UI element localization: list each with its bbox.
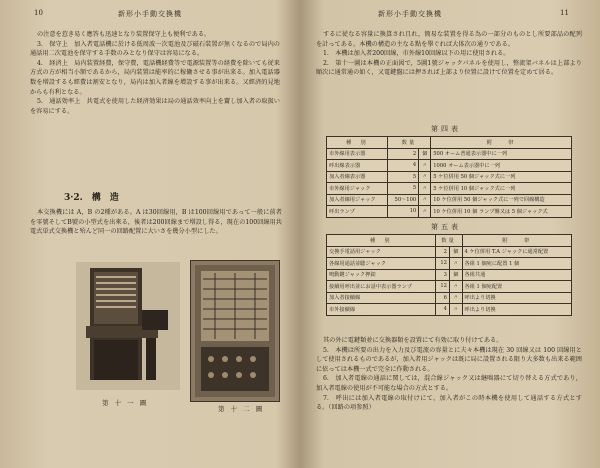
left-body-paragraph: 本交換機には A，B の2種がある。A は30回線用，B は100回線用であって一般に前者を零號そしてB號の小型式を出來る，後者は200回線まで増設し得る，現在の100回線用共電式単式交換機と殆んど同一の回路配置に大いさを幾分小型にした。: [30, 209, 282, 236]
figure-11-photo: [76, 262, 180, 390]
left-body-text: [30, 30, 280, 116]
equipment-rack-illustration: [191, 261, 279, 401]
table-row: 加入者接續線 6 〃 呼出より切換: [327, 292, 572, 304]
switchboard-illustration: [76, 262, 180, 390]
table-row: 接續用呼出並にお話中表示器ランプ 12 〃 各組 1 個宛配置: [327, 281, 572, 293]
left-running-head: 新形小手動交換機: [118, 10, 182, 18]
table-row: 各線用通話並聴ジャック 12 〃 各組 1 個宛に配置 1 個: [327, 258, 572, 270]
section-title: 3·2. 構 造: [64, 193, 119, 203]
right-intro-text: するに従なる容量に換算され且れ，簡易な装置を得る為の一部分のものとし所要部品の配列を計ってある。本機の構造の主なる點を擧ぐれば大体次の通りである。 1. 本機は加入者200回線，市外線10回線以下の用に使用される。 2. 第十一圖は本機の正面図で，5圖1號ジャックパネルを使用し，整流架バネルは上部より順次に通常通の如く，又電鍵盤には押されば上部より位置に設けて位置を定めて居る。: [316, 31, 582, 77]
right-page-number: 11: [560, 9, 569, 17]
left-page-number: 10: [34, 9, 43, 17]
table-header-row: 種 別 数量 附 帯: [327, 235, 572, 247]
table-row: 交換手電話用ジャック 2 個 4 ケ位併用 T.A ジャックに通常配置: [327, 246, 572, 258]
table-5-title: 第五表: [431, 223, 461, 231]
table-header-row: 種 別 数量 附 帯: [327, 137, 572, 149]
left-paragraph: 5. 通話効率上 共電式を使用した経済効果は局の通話效率向上を齎し加入者の取扱いを容易にする。: [30, 98, 280, 115]
left-paragraph: 4. 経済上 局内装置経費，保守費，電話機経費等で電源装置等の経費を除いても従来方式の方が相当小額であるから，局内装置は能率的に稼働させる事が出来る。加入電話器数を増設するも經費は割安となり，局内は加入者線を增設する事が出来る。又經済的見地からも有利となる。: [30, 59, 280, 96]
table-row: 呼出ランプ 10 〃 10 ケ位併用 10 個 ランプ盤又は 5 個ジャック式: [327, 206, 572, 218]
table-row: 市外接續線 4 〃 呼出より切換: [327, 304, 572, 316]
table-row: 呼出線表示器 4 〃 1000 オーム表示器中に一列: [327, 160, 572, 172]
left-paragraph: 3. 保守上 加入者電話機に於ける低周波一次電池及び磁石装置が無くなるので局内の通話用二次電池を保守する手数のみとなり保守は容易になる。: [30, 40, 280, 58]
figure-12-photo: [190, 260, 280, 402]
right-point: 2. 第十一圖は本機の正面図で，5圖1號ジャックパネルを使用し，整流架バネルは上部より順次に通常通の如く，又電鍵盤には押されば上部より位置に設けて位置を定めて居る。: [316, 59, 582, 77]
figure-11-caption: 第 十 一 圖: [102, 399, 149, 407]
right-running-head: 新形小手動交換機: [378, 10, 442, 18]
right-closing-text: 其の外に電鍵類並に交換器類を設置にて有効に取り付けてある。 5. 本機は所要の出力を入力及び電流の容量とに夫々本機は現在 30 回線又は 100 回線用として使用されるものであるが，加入者用ジャックは既に局に設置される限り大多数も出来る範囲に依っては本機一式で完全に作動される。 6. 加入者電線の通話に関しては，混合線ジャック又は継鳴器にて切り替える方式であり，加入者電線の使用が不可能な場合の方式とする。 7. 呼出には加入者電線の取付けにて，加入者がこの時本機を使用して通話する方式とする。（回路の項参照）: [316, 337, 582, 412]
figure-12-caption: 第 十 二 圖: [218, 405, 265, 413]
table-4-title: 第四表: [431, 125, 461, 133]
table-4: [326, 136, 572, 218]
table-row: 加入者線用ジャック 50～100 〃 10 ケ位併用 50 個ジャック式に一列で回線構造: [327, 194, 572, 206]
right-page: [302, 0, 600, 468]
table-row: 市外線用表示器 2 個 500 オーム普通表示器中に一列: [327, 148, 572, 160]
right-point: 1. 本機は加入者200回線，市外線10回線以下の用に使用される。: [323, 50, 510, 58]
left-paragraph: の注意を惹き易く應答も迅速となり装置保守上も便利である。: [37, 31, 211, 38]
table-row: 鳴動鍵ジャック押釦 3 個 各組共通: [327, 269, 572, 281]
table-row: 加入者線表示器 5 〃 5 ケ位併用 50 個ジャック式に一列: [327, 171, 572, 183]
table-row: 市外線用ジャック 5 〃 5 ケ位併用 10 個ジャック式に一列: [327, 183, 572, 195]
table-5: [326, 234, 572, 316]
left-page: [0, 0, 298, 468]
